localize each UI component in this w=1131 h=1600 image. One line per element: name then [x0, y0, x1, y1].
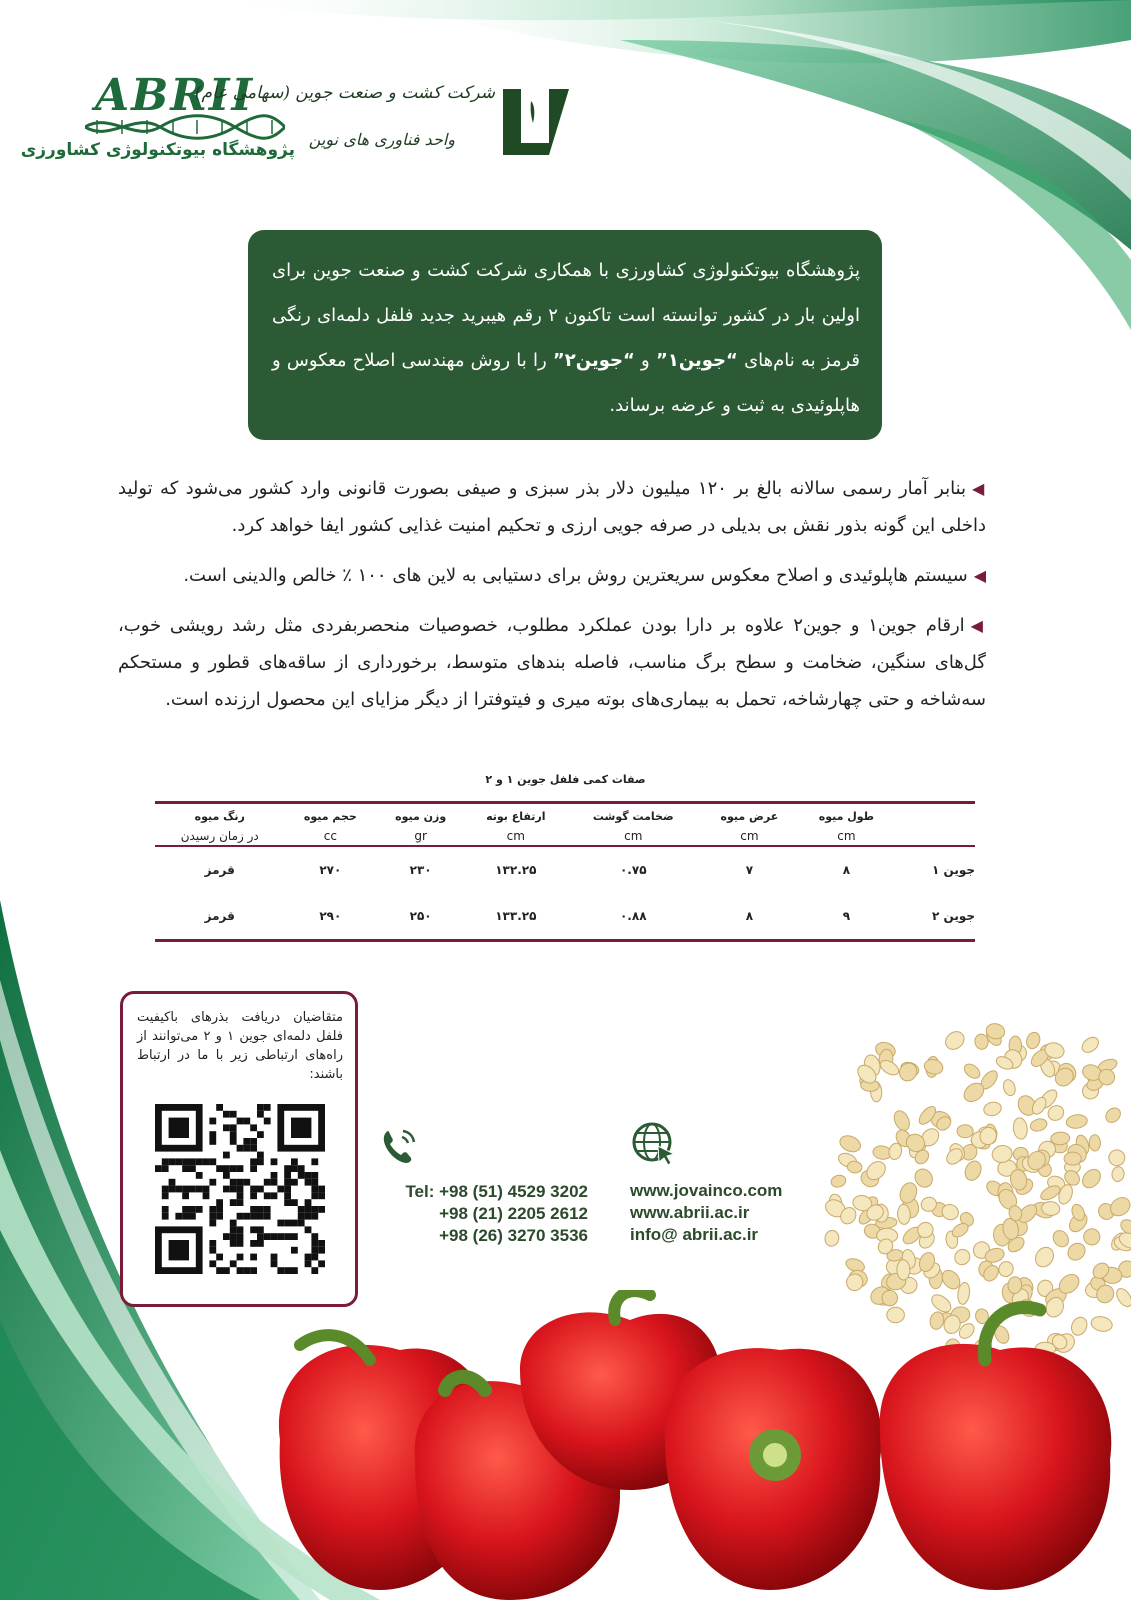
- seed: [1012, 1117, 1028, 1140]
- seed: [847, 1160, 863, 1173]
- table-title: صفات کمی فلفل جوین ۱ و ۲: [485, 773, 646, 786]
- intro-text: [272, 248, 860, 428]
- phone-line[interactable]: +98 (26) 3270 3536: [439, 1226, 588, 1245]
- table-cell: ۰.۸۸: [619, 909, 647, 923]
- email-link[interactable]: info@ abrii.ac.ir: [630, 1225, 759, 1244]
- phone-line[interactable]: +98 (21) 2205 2612: [439, 1204, 588, 1223]
- column-header: وزن میوه gr: [395, 810, 447, 843]
- jovin-logo: [194, 75, 575, 170]
- table-header-row: [155, 803, 975, 847]
- table-cell: ۷: [745, 863, 754, 877]
- seed: [1089, 1135, 1101, 1152]
- seed: [1001, 1078, 1017, 1097]
- web-block: [630, 1120, 830, 1246]
- web-link[interactable]: www.abrii.ac.ir: [630, 1203, 750, 1222]
- table-cell: ۲۹۰: [319, 909, 342, 923]
- seed: [1079, 1034, 1101, 1055]
- seed: [891, 1108, 912, 1133]
- triangle-bullet-icon: ◀: [970, 616, 986, 635]
- bullet-item: [118, 607, 986, 718]
- seed: [837, 1133, 862, 1155]
- seed: [952, 1246, 973, 1267]
- bullet-text: سیستم هاپلوئیدی و اصلاح معکوس سریعترین روش برای دستیابی به لاین های ۱۰۰ ٪ خالص والدینی است.: [183, 565, 968, 586]
- seed: [1032, 1244, 1057, 1270]
- seed: [1103, 1105, 1123, 1125]
- table-cell: ۸: [842, 863, 851, 877]
- seed: [1064, 1152, 1081, 1165]
- red-bell-peppers-image: [250, 1290, 1131, 1600]
- triangle-bullet-icon: ◀: [973, 566, 986, 585]
- web-links: [630, 1180, 830, 1246]
- seed: [1082, 1227, 1101, 1246]
- table-cell: ۲۷۰: [319, 863, 342, 877]
- table-row: [155, 846, 975, 893]
- column-header: عرض میوه cm: [720, 810, 779, 843]
- seed: [957, 1124, 974, 1138]
- column-header: ضخامت گوشت cm: [592, 810, 674, 843]
- seed: [962, 1061, 983, 1081]
- bullet-list: [118, 470, 986, 731]
- seed: [962, 1159, 984, 1183]
- table-cell: ۹: [842, 909, 851, 923]
- table-cell: قرمز: [204, 909, 235, 923]
- row-name: جوین ۲: [932, 909, 975, 923]
- seed: [1050, 1228, 1071, 1250]
- dna-helix-icon: [85, 112, 285, 142]
- table-cell: ۲۵۰: [409, 909, 432, 923]
- seed: [1111, 1166, 1125, 1182]
- seed: [923, 1058, 945, 1076]
- seed: [982, 1100, 1002, 1117]
- jovin-emblem-icon: [497, 83, 575, 161]
- intro-box: [248, 230, 882, 440]
- qr-code[interactable]: [155, 1104, 325, 1274]
- column-header: رنگ میوه در زمان رسیدن: [180, 810, 259, 843]
- abrii-subtitle: پژوهشگاه بیوتکنولوژی کشاورزی: [20, 140, 295, 160]
- seed: [897, 1260, 911, 1281]
- seed: [1079, 1166, 1104, 1191]
- pepper: [665, 1348, 882, 1590]
- bullet-item: [118, 557, 986, 594]
- seed: [896, 1060, 921, 1085]
- pepper: [880, 1307, 1112, 1590]
- intro-part-1: پژوهشگاه بیوتکنولوژی کشاورزی با همکاری شرکت کشت و صنعت جوین برای اولین بار در کشور توانسته است تاکنون ۲ رقم هیبرید جدید فلفل دلمه‌ای رنگی قرمز به نام‌های: [272, 260, 861, 371]
- table-cell: ۰.۷۵: [619, 863, 647, 877]
- phone-line[interactable]: Tel: +98 (51) 4529 3202: [405, 1182, 588, 1201]
- column-header: ارتفاع بوته cm: [486, 810, 546, 843]
- header-empty: [894, 803, 975, 847]
- intro-part-3: را با روش مهندسی اصلاح معکوس و هاپلوئیدی به ثبت و عرضه برساند.: [272, 350, 860, 416]
- bullet-text: بنابر آمار رسمی سالانه بالغ بر ۱۲۰ میلیون دلار بذر سبزی و صیفی بصورت قانونی وارد کشور می‌شود که تولید داخلی این گونه بذور نقش بی بدیلی در صرفه جویی ارزی و تحکیم امنیت غذایی کشور ایفا خواهد کرد.: [118, 478, 986, 536]
- table-cell: ۱۳۲.۲۵: [495, 863, 537, 877]
- seed: [1029, 1117, 1049, 1133]
- table-cell: قرمز: [204, 863, 235, 877]
- bullet-text: ارقام جوین۱ و جوین۲ علاوه بر دارا بودن عملکرد مطلوب، خصوصیات منحصربفردی مثل رشد رویشی خوب، گل‌های سنگین، ضخامت و سطح برگ مناسب، فاصله بندهای متوسط، برخورداری از ساقه‌های قطور و مستحکم سه‌شاخه و حتی چهارشاخه، تحمل به بیماری‌های بوته میری و فیتوفترا از دیگر مزایای این محصول ارزنده است.: [118, 615, 986, 710]
- web-link[interactable]: www.jovainco.com: [630, 1181, 783, 1200]
- bullet-item: [118, 470, 986, 544]
- intro-variety-2: “جوین۲”: [552, 350, 635, 371]
- row-name: جوین ۱: [932, 863, 975, 877]
- jovin-company-name: شرکت کشت و صنعت جوین (سهامی عام): [194, 83, 495, 103]
- table-cell: ۱۳۳.۲۵: [495, 909, 537, 923]
- phone-numbers: [378, 1181, 588, 1247]
- seed: [942, 1028, 968, 1053]
- seed: [1024, 1031, 1042, 1051]
- intro-part-2: و: [634, 350, 656, 371]
- seed: [996, 1259, 1015, 1278]
- table-cell: ۲۳۰: [409, 863, 432, 877]
- seed: [1107, 1148, 1127, 1168]
- seed: [830, 1174, 847, 1189]
- globe-click-icon: [630, 1120, 678, 1168]
- triangle-bullet-icon: ◀: [972, 479, 986, 498]
- contact-box: [120, 991, 358, 1307]
- contact-note: متقاضیان دریافت بذرهای باکیفیت فلفل دلمه‌ای جوین ۱ و ۲ می‌توانند از راه‌های ارتباطی زیر با ما در ارتباط باشند:: [137, 1010, 344, 1082]
- abrii-wordmark: ABRII: [95, 70, 255, 121]
- intro-variety-1: “جوین۱”: [655, 350, 738, 371]
- traits-table: [155, 801, 975, 942]
- phone-block: [378, 1125, 588, 1247]
- phone-icon: [378, 1125, 420, 1167]
- jovin-unit-name: واحد فناوری های نوین: [308, 130, 455, 149]
- table-cell: ۸: [745, 909, 754, 923]
- seed: [1065, 1113, 1088, 1129]
- column-header: حجم میوه cc: [303, 810, 357, 843]
- table-row: [155, 893, 975, 941]
- column-header: طول میوه cm: [818, 810, 875, 843]
